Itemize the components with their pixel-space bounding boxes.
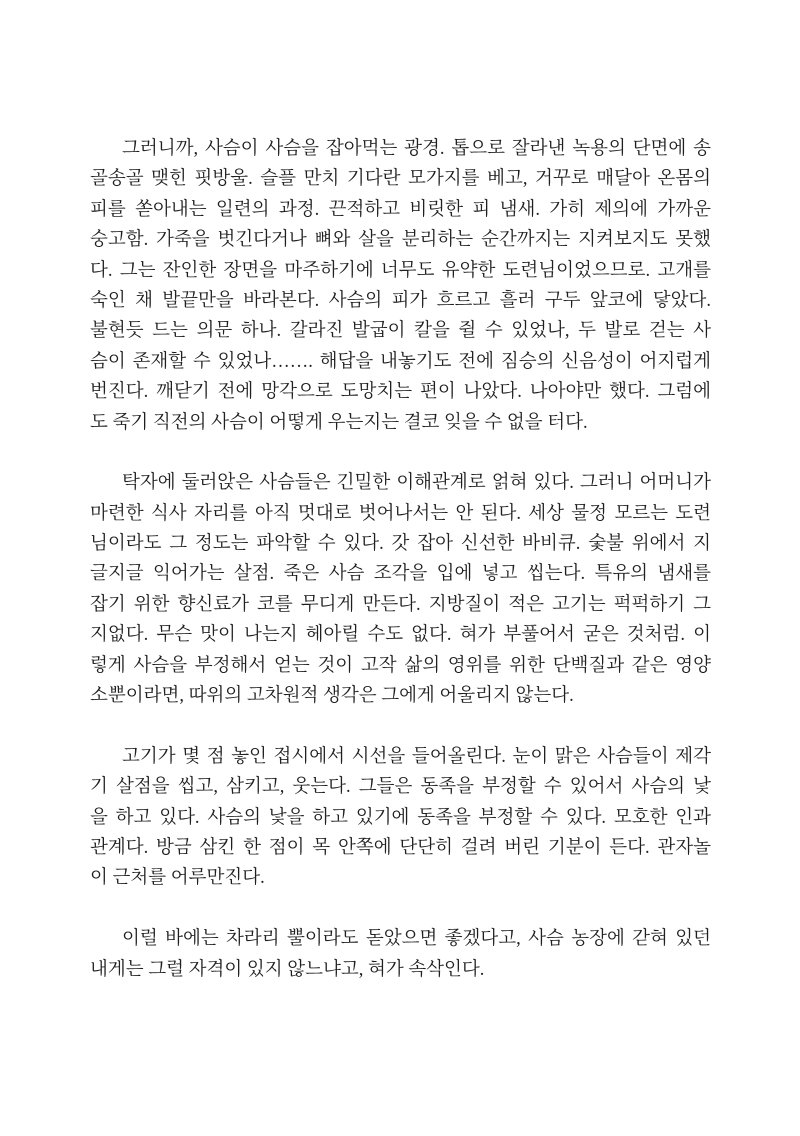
text-line: 내게는 그럴 자격이 있지 않느냐고, 혀가 속삭인다. — [90, 959, 485, 980]
text-line: 고기가 몇 점 놓인 접시에서 시선을 들어올린다. 눈이 맑은 사슴들이 제각 — [122, 746, 711, 767]
text-line: 글지글 익어가는 살점. 죽은 사슴 조각을 입에 넣고 씹는다. 특유의 냄새를 — [90, 564, 711, 585]
paragraph — [90, 924, 711, 985]
text-line: 님이라도 그 정도는 파악할 수 있다. 갓 잡아 신선한 바비큐. 숯불 위에서 지 — [90, 534, 711, 555]
text-line: 잡기 위한 향신료가 코를 무디게 만든다. 지방질이 적은 고기는 퍽퍽하기 그 — [90, 594, 711, 615]
paragraph — [90, 134, 711, 438]
text-line: 슴이 존재할 수 있었나……. 해답을 내놓기도 전에 짐승의 신음성이 어지럽게 — [90, 351, 711, 372]
text-line: 골송골 맺힌 핏방울. 슬플 만치 기다란 모가지를 베고, 거꾸로 매달아 온몸의 — [90, 169, 711, 190]
text-line: 숙인 채 발끝만을 바라본다. 사슴의 피가 흐르고 흘러 구두 앞코에 닿았다. — [90, 290, 711, 311]
text-line: 을 하고 있다. 사슴의 낯을 하고 있기에 동족을 부정할 수 있다. 모호한 인과 — [90, 807, 711, 828]
text-line: 그러니까, 사슴이 사슴을 잡아먹는 광경. 톱으로 잘라낸 녹용의 단면에 송 — [122, 139, 711, 159]
paragraph — [90, 468, 711, 711]
text-line: 렇게 사슴을 부정해서 얻는 것이 고작 삶의 영위를 위한 단백질과 같은 영양 — [90, 655, 711, 676]
text-line: 관계다. 방금 삼킨 한 점이 목 안쪽에 단단히 걸려 버린 기분이 든다. 관자놀 — [90, 837, 711, 858]
text-line: 다. 그는 잔인한 장면을 마주하기에 너무도 유약한 도련님이었으므로. 고개를 — [90, 260, 711, 281]
text-line: 도 죽기 직전의 사슴이 어떻게 우는지는 결코 잊을 수 없을 터다. — [90, 412, 588, 433]
text-line: 피를 쏟아내는 일련의 과정. 끈적하고 비릿한 피 냄새. 가히 제의에 가까운 — [90, 199, 711, 220]
text-line: 탁자에 둘러앉은 사슴들은 긴밀한 이해관계로 얽혀 있다. 그러니 어머니가 — [122, 473, 711, 494]
text-line: 불현듯 드는 의문 하나. 갈라진 발굽이 칼을 쥘 수 있었나, 두 발로 걷는 사 — [90, 321, 711, 342]
text-line: 숭고함. 가죽을 벗긴다거나 뼈와 살을 분리하는 순간까지는 지켜보지도 못했 — [90, 230, 711, 251]
text-line: 마련한 식사 자리를 아직 멋대로 벗어나서는 안 된다. 세상 물정 모르는 도련 — [90, 503, 711, 524]
text-line: 이 근처를 어루만진다. — [90, 868, 265, 889]
paragraph — [90, 742, 711, 894]
text-line: 이럴 바에는 차라리 뿔이라도 돋았으면 좋겠다고, 사슴 농장에 갇혀 있던 — [122, 929, 711, 950]
text-line: 번진다. 깨닫기 전에 망각으로 도망치는 편이 나았다. 나아야만 했다. 그럼에 — [90, 382, 711, 403]
text-line: 소뿐이라면, 따위의 고차원적 생각은 그에게 어울리지 않는다. — [90, 686, 574, 707]
text-line: 기 살점을 씹고, 삼키고, 웃는다. 그들은 동족을 부정할 수 있어서 사슴의 낯 — [90, 777, 711, 798]
page-text — [90, 134, 711, 985]
text-line: 지없다. 무슨 맛이 나는지 헤아릴 수도 없다. 혀가 부풀어서 굳은 것처럼. 이 — [90, 625, 711, 646]
